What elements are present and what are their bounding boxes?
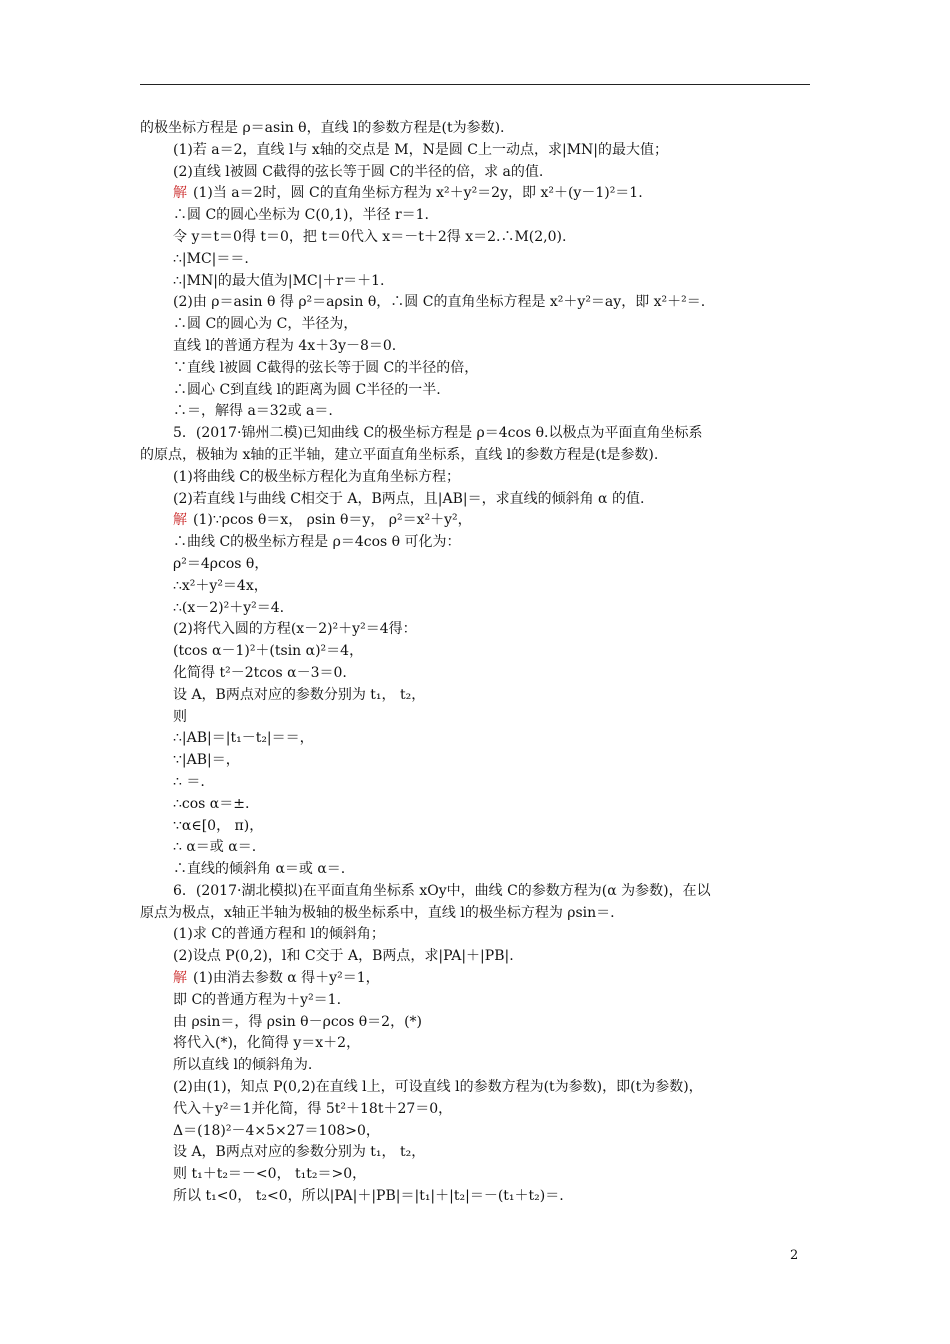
line-text: (1)∵ρcos θ＝x， ρsin θ＝y， ρ²＝x²＋y²， <box>193 512 472 529</box>
text-line <box>140 532 810 554</box>
text-line <box>140 903 810 925</box>
text-line <box>140 816 810 838</box>
page-content <box>140 118 810 1208</box>
header-rule <box>140 84 810 85</box>
text-line <box>140 489 810 511</box>
text-line <box>140 1012 810 1034</box>
line-text: 令 y＝t＝0得 t＝0，把 t＝0代入 x＝－t＋2得 x＝2.∴M(2,0). <box>173 228 567 245</box>
line-text: 设 A，B两点对应的参数分别为 t₁， t₂， <box>173 686 426 703</box>
line-text: 即 C的普通方程为＋y²＝1. <box>173 991 342 1008</box>
text-line <box>140 1077 810 1099</box>
line-text: (1)当 a＝2时，圆 C的直角坐标方程为 x²＋y²＝2y，即 x²＋(y－1)²＝1. <box>193 185 643 202</box>
line-text: (1)将曲线 C的极坐标方程化为直角坐标方程； <box>173 468 460 485</box>
line-text: (tcos α－1)²＋(tsin α)²＝4， <box>173 643 364 660</box>
line-text: ∴ ＝. <box>173 773 205 790</box>
text-line <box>140 336 810 358</box>
text-line <box>140 183 810 205</box>
line-text: (2)设点 P(0,2)，l和 C交于 A，B两点，求|PA|＋|PB|. <box>173 948 514 965</box>
text-line <box>140 1033 810 1055</box>
line-text: ∴ α＝或 α＝. <box>173 839 257 856</box>
text-line <box>140 685 810 707</box>
text-line <box>140 292 810 314</box>
line-text: ∴直线的倾斜角 α＝或 α＝. <box>173 861 346 878</box>
line-text: (2)将代入圆的方程(x－2)²＋y²＝4得： <box>173 621 417 638</box>
line-text: Δ＝(18)²－4×5×27＝108>0， <box>173 1122 380 1139</box>
text-line <box>140 162 810 184</box>
line-text: 则 t₁＋t₂＝－<0， t₁t₂＝>0， <box>173 1166 367 1183</box>
text-line <box>140 423 810 445</box>
text-line <box>140 924 810 946</box>
solution-label: 解 <box>173 970 187 987</box>
line-text: (1)若 a＝2，直线 l与 x轴的交点是 M，N是圆 C上一动点，求|MN|的最大值； <box>173 141 669 158</box>
line-text: 由 ρsin＝，得 ρsin θ－ρcos θ＝2，(*) <box>173 1013 422 1030</box>
line-text: ∵|AB|＝， <box>173 752 240 769</box>
line-text: 将代入(*)，化简得 y＝x＋2， <box>173 1035 361 1052</box>
solution-label: 解 <box>173 185 187 202</box>
page-number: 2 <box>790 1248 799 1263</box>
text-line <box>140 881 810 903</box>
text-line <box>140 227 810 249</box>
line-text: 5．(2017·锦州二模)已知曲线 C的极坐标方程是 ρ＝4cos θ.以极点为平面直角坐标系 <box>173 425 703 442</box>
line-text: 设 A，B两点对应的参数分别为 t₁， t₂， <box>173 1144 426 1161</box>
line-text: 代入＋y²＝1并化简，得 5t²＋18t＋27＝0， <box>173 1100 453 1117</box>
line-text: ∴＝，解得 a＝32或 a＝. <box>173 403 333 420</box>
line-text: 化简得 t²－2tcos α－3＝0. <box>173 664 347 681</box>
text-line <box>140 118 810 140</box>
text-line <box>140 990 810 1012</box>
text-line <box>140 794 810 816</box>
text-line <box>140 728 810 750</box>
line-text: (1)由消去参数 α 得＋y²＝1， <box>193 970 380 987</box>
text-line <box>140 1142 810 1164</box>
line-text: 的原点，极轴为 x轴的正半轴，建立平面直角坐标系，直线 l的参数方程是(t是参数). <box>140 446 659 463</box>
text-line <box>140 510 810 532</box>
line-text: ∴曲线 C的极坐标方程是 ρ＝4cos θ 可化为： <box>173 534 461 551</box>
text-line <box>140 554 810 576</box>
text-line <box>140 968 810 990</box>
solution-label: 解 <box>173 512 187 529</box>
line-text: ρ²＝4ρcos θ， <box>173 555 269 572</box>
line-text: ∵α∈[0， π)， <box>173 817 264 834</box>
text-line <box>140 140 810 162</box>
text-line <box>140 641 810 663</box>
line-text: (1)求 C的普通方程和 l的倾斜角； <box>173 926 385 943</box>
line-text: (2)由 ρ＝asin θ 得 ρ²＝aρsin θ，∴圆 C的直角坐标方程是 x²＋y²＝ay，即 x²＋²＝. <box>173 294 706 311</box>
line-text: (2)若直线 l与曲线 C相交于 A，B两点，且|AB|＝，求直线的倾斜角 α 的值. <box>173 490 645 507</box>
text-line <box>140 1099 810 1121</box>
text-line <box>140 314 810 336</box>
line-text: ∵直线 l被圆 C截得的弦长等于圆 C的半径的倍， <box>173 359 479 376</box>
line-text: (2)直线 l被圆 C截得的弦长等于圆 C的半径的倍，求 a的值. <box>173 163 544 180</box>
line-text: ∴(x－2)²＋y²＝4. <box>173 599 285 616</box>
text-line <box>140 750 810 772</box>
line-text: ∴cos α＝±. <box>173 795 250 812</box>
text-line <box>140 271 810 293</box>
text-line <box>140 837 810 859</box>
text-line <box>140 401 810 423</box>
text-line <box>140 249 810 271</box>
text-line <box>140 1164 810 1186</box>
line-text: 所以直线 l的倾斜角为. <box>173 1057 313 1074</box>
line-text: ∴|MN|的最大值为|MC|＋r＝＋1. <box>173 272 385 289</box>
text-line <box>140 380 810 402</box>
text-line <box>140 859 810 881</box>
text-line <box>140 358 810 380</box>
text-line <box>140 619 810 641</box>
line-text: (2)由(1)，知点 P(0,2)在直线 l上，可设直线 l的参数方程为(t为参数)，即(t为参数)， <box>173 1079 703 1096</box>
text-line <box>140 707 810 729</box>
text-line <box>140 576 810 598</box>
line-text: ∴|MC|＝＝. <box>173 250 249 267</box>
line-text: 所以 t₁<0， t₂<0，所以|PA|＋|PB|＝|t₁|＋|t₂|＝－(t₁＋t₂)＝. <box>173 1188 564 1205</box>
line-text: ∴|AB|＝|t₁－t₂|＝＝， <box>173 730 314 747</box>
text-line <box>140 772 810 794</box>
text-line <box>140 467 810 489</box>
line-text: 则 <box>173 708 187 725</box>
line-text: 6．(2017·湖北模拟)在平面直角坐标系 xOy中，曲线 C的参数方程为(α 为参数)，在以 <box>173 882 711 899</box>
line-text: 的极坐标方程是 ρ＝asin θ，直线 l的参数方程是(t为参数). <box>140 120 505 136</box>
text-line <box>140 445 810 467</box>
text-line <box>140 1121 810 1143</box>
text-line <box>140 1055 810 1077</box>
line-text: 直线 l的普通方程为 4x＋3y－8＝0. <box>173 337 397 354</box>
line-text: ∴圆 C的圆心坐标为 C(0,1)，半径 r＝1. <box>173 207 430 224</box>
text-line <box>140 946 810 968</box>
text-line <box>140 598 810 620</box>
text-line <box>140 1186 810 1208</box>
line-text: ∴圆心 C到直线 l的距离为圆 C半径的一半. <box>173 381 441 398</box>
line-text: ∴x²＋y²＝4x， <box>173 577 268 594</box>
text-line <box>140 205 810 227</box>
line-text: ∴圆 C的圆心为 C，半径为， <box>173 316 358 333</box>
text-line <box>140 663 810 685</box>
line-text: 原点为极点，x轴正半轴为极轴的极坐标系中，直线 l的极坐标方程为 ρsin＝. <box>140 904 615 921</box>
